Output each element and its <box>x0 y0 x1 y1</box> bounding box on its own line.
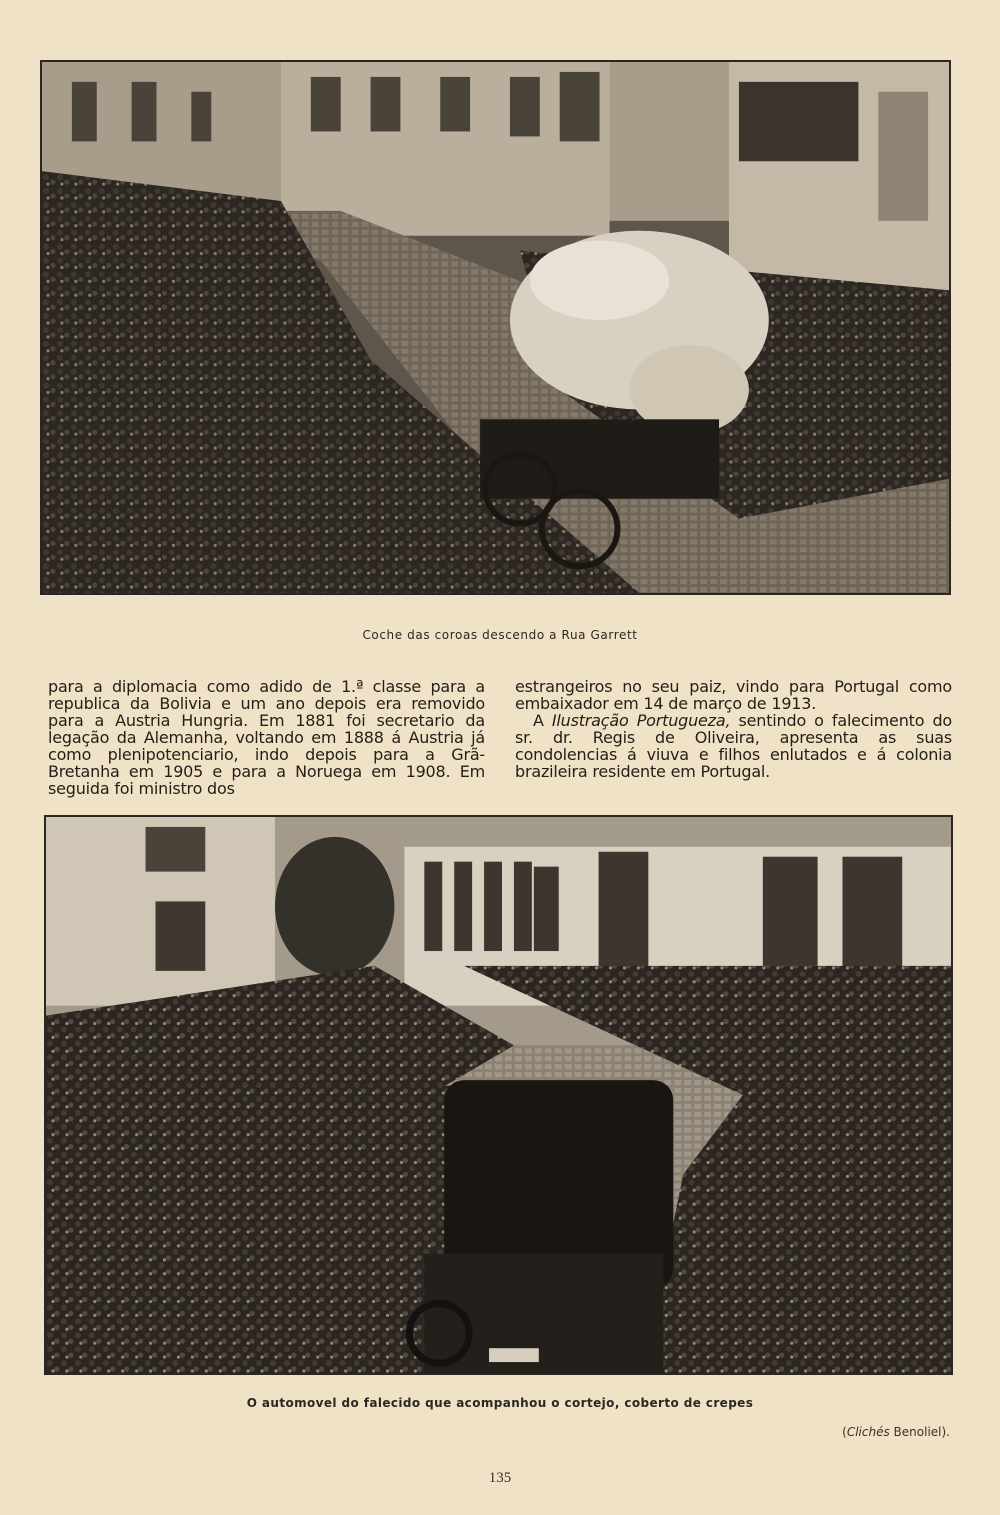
article-paragraph: estrangeiros no seu paiz, vindo para Portugal como embaixador em 14 de março de 1913. <box>515 677 952 713</box>
magazine-title: Ilustração Portugueza, <box>551 711 731 730</box>
page-number: 135 <box>488 1470 512 1486</box>
credit-name: Benoliel <box>893 1425 942 1439</box>
photo-credit: (Clichés Benoliel). <box>842 1425 950 1439</box>
photo-caption-2: O automovel do falecido que acompanhou o cortejo, coberto de crepes <box>246 1396 754 1410</box>
funeral-procession-photo <box>40 60 951 595</box>
article-column-right <box>515 678 952 780</box>
street-scene-graphic <box>42 62 949 593</box>
hearse-automobile-photo <box>44 815 953 1375</box>
paragraph-rest: sentindo o falecimento do sr. dr. Regis de Oliveira, apresenta as suas condolencias á viuva e filhos enlutados e á colonia brazileira residente em Portugal. <box>515 711 952 781</box>
photo-caption-1: Coche das coroas descendo a Rua Garrett <box>362 628 638 642</box>
credit-label: Clichés <box>846 1425 890 1439</box>
article-column-left <box>48 678 485 797</box>
condolence-paragraph <box>515 712 952 780</box>
article-paragraph: para a diplomacia como adido de 1.ª classe para a republica da Bolivia e um ano depois era removido para a Austria Hungria. Em 1881 foi secretario da legação da Alemanha, voltando em 1888 á Austria já como plenipotenciario, indo depois para a Grã-Bretanha em 1905 e para a Noruega em 1908. Em seguida foi ministro dos <box>48 677 485 798</box>
square-scene-graphic <box>46 817 951 1373</box>
paragraph-intro: A <box>533 711 544 730</box>
